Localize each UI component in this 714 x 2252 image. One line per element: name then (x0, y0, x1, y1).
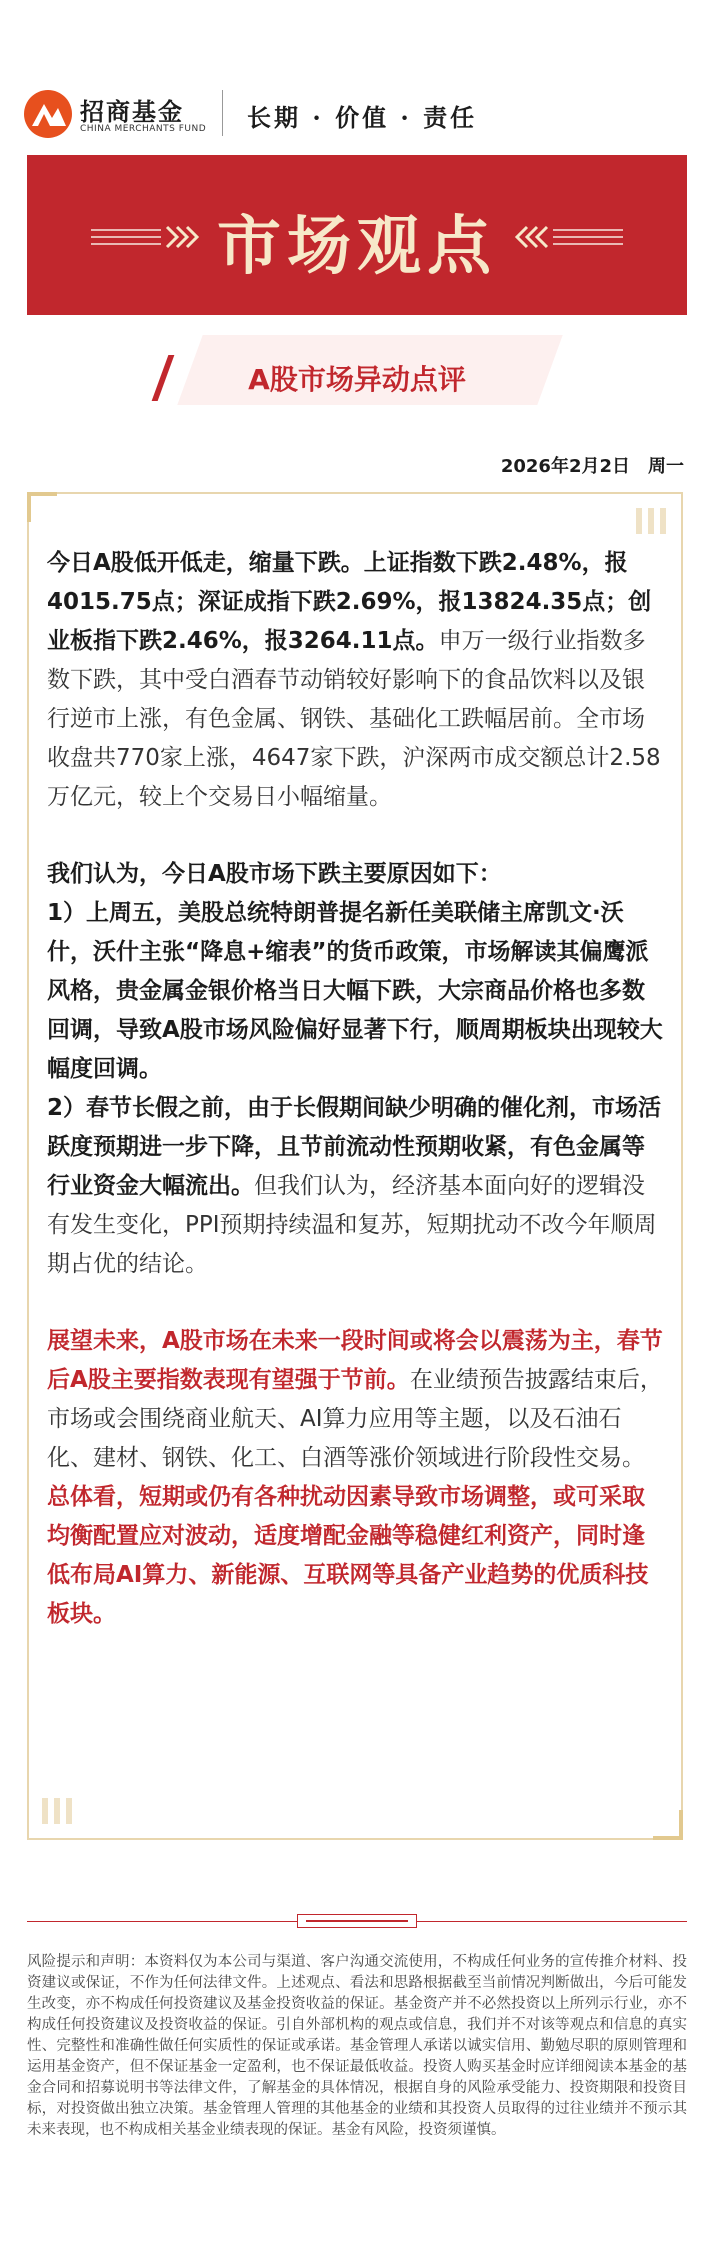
market-summary-detail: 申万一级行业指数多数下跌，其中受白酒春节动销较好影响下的食品饮料以及银行逆市上涨，有色金属、钢铁、基础化工跌幅居前。全市场收盘共770家上涨，4647家下跌，沪深两市成交额总计2.58万亿元，较上个交易日小幅缩量。 (47, 628, 661, 810)
frame-decoration-bottom-left-icon (41, 1796, 75, 1826)
company-name-en: CHINA MERCHANTS FUND (80, 124, 207, 134)
footer-divider-ornament (297, 1914, 417, 1928)
header (0, 0, 714, 150)
reason-1: 1）上周五，美股总统特朗普提名新任美联储主席凯文·沃什，沃什主张“降息+缩表”的货币政策，市场解读其偏鹰派风格，贵金属金银价格当日大幅下跌，大宗商品价格也多数回调，导致A股市场风险偏好显著下行，顺周期板块出现较大幅度回调。 (47, 900, 663, 1082)
header-divider (222, 90, 223, 136)
paragraph-reasons (47, 855, 667, 1284)
risk-disclaimer: 风险提示和声明：本资料仅为本公司与渠道、客户沟通交流使用，不构成任何业务的宣传推介材料、投资建议或保证，不作为任何法律文件。上述观点、看法和思路根据截至当前情况判断做出，今后可能发生改变，亦不构成任何投资建议及基金投资收益的保证。基金资产并不必然投资以上所列示行业，亦不构成任何投资建议及投资收益的保证。引自外部机构的观点或信息，我们并不对该等观点和信息的真实性、完整性和准确性做任何实质性的保证或承诺。基金管理人承诺以诚实信用、勤勉尽职的原则管理和运用基金资产，但不保证基金一定盈利，也不保证最低收益。投资人购买基金时应详细阅读本基金的基金合同和招募说明书等法律文件，了解基金的具体情况，根据自身的风险承受能力、投资期限和投资目标，对投资做出独立决策。基金管理人管理的其他基金的业绩和其投资人员取得的过往业绩并不预示其未来表现，也不构成相关基金业绩表现的保证。基金有风险，投资须谨慎。 (27, 1954, 687, 2138)
frame-decoration-top-right-icon (635, 506, 669, 536)
company-name: 招商基金 (80, 97, 184, 126)
banner-decoration-right-icon (513, 225, 623, 249)
content-frame (27, 492, 683, 1840)
subtitle: A股市场异动点评 (248, 363, 466, 396)
reasons-heading: 我们认为，今日A股市场下跌主要原因如下： (47, 861, 502, 887)
slogan: 长期 · 价值 · 责任 (247, 103, 478, 132)
company-logo-icon (24, 90, 72, 138)
paragraph-outlook (47, 1322, 667, 1634)
reason-2-detail: 但我们认为，经济基本面向好的逻辑没有发生变化，PPI预期持续温和复苏，短期扰动不改今年顺周期占优的结论。 (47, 1173, 657, 1277)
outlook-detail: 在业绩预告披露结束后，市场或会围绕商业航天、AI算力应用等主题，以及石油石化、建材、钢铁、化工、白酒等涨价领域进行阶段性交易。 (47, 1367, 663, 1471)
title-banner (27, 155, 687, 315)
article-body (47, 544, 667, 1672)
frame-corner-top-left (27, 492, 57, 522)
banner-title: 市场观点 (217, 209, 497, 284)
outlook-highlight: 展望未来，A股市场在未来一段时间或将会以震荡为主，春节后A股主要指数表现有望强于节前。 (47, 1328, 663, 1393)
frame-corner-bottom-right (653, 1810, 683, 1840)
reason-2-bold: 2）春节长假之前，由于长假期间缺少明确的催化剂，市场活跃度预期进一步下降，且节前流动性预期收紧，有色金属等行业资金大幅流出。 (47, 1095, 662, 1199)
market-summary-bold: 今日A股低开低走，缩量下跌。上证指数下跌2.48%，报4015.75点；深证成指下跌2.69%，报13824.35点；创业板指下跌2.46%，报3264.11点。 (47, 550, 652, 654)
report-date: 2026年2月2日 周一 (500, 456, 684, 477)
paragraph-market-summary (47, 544, 667, 817)
outlook-conclusion: 总体看，短期或仍有各种扰动因素导致市场调整，或可采取均衡配置应对波动，适度增配金融等稳健红利资产，同时逢低布局AI算力、新能源、互联网等具备产业趋势的优质科技板块。 (47, 1484, 649, 1627)
